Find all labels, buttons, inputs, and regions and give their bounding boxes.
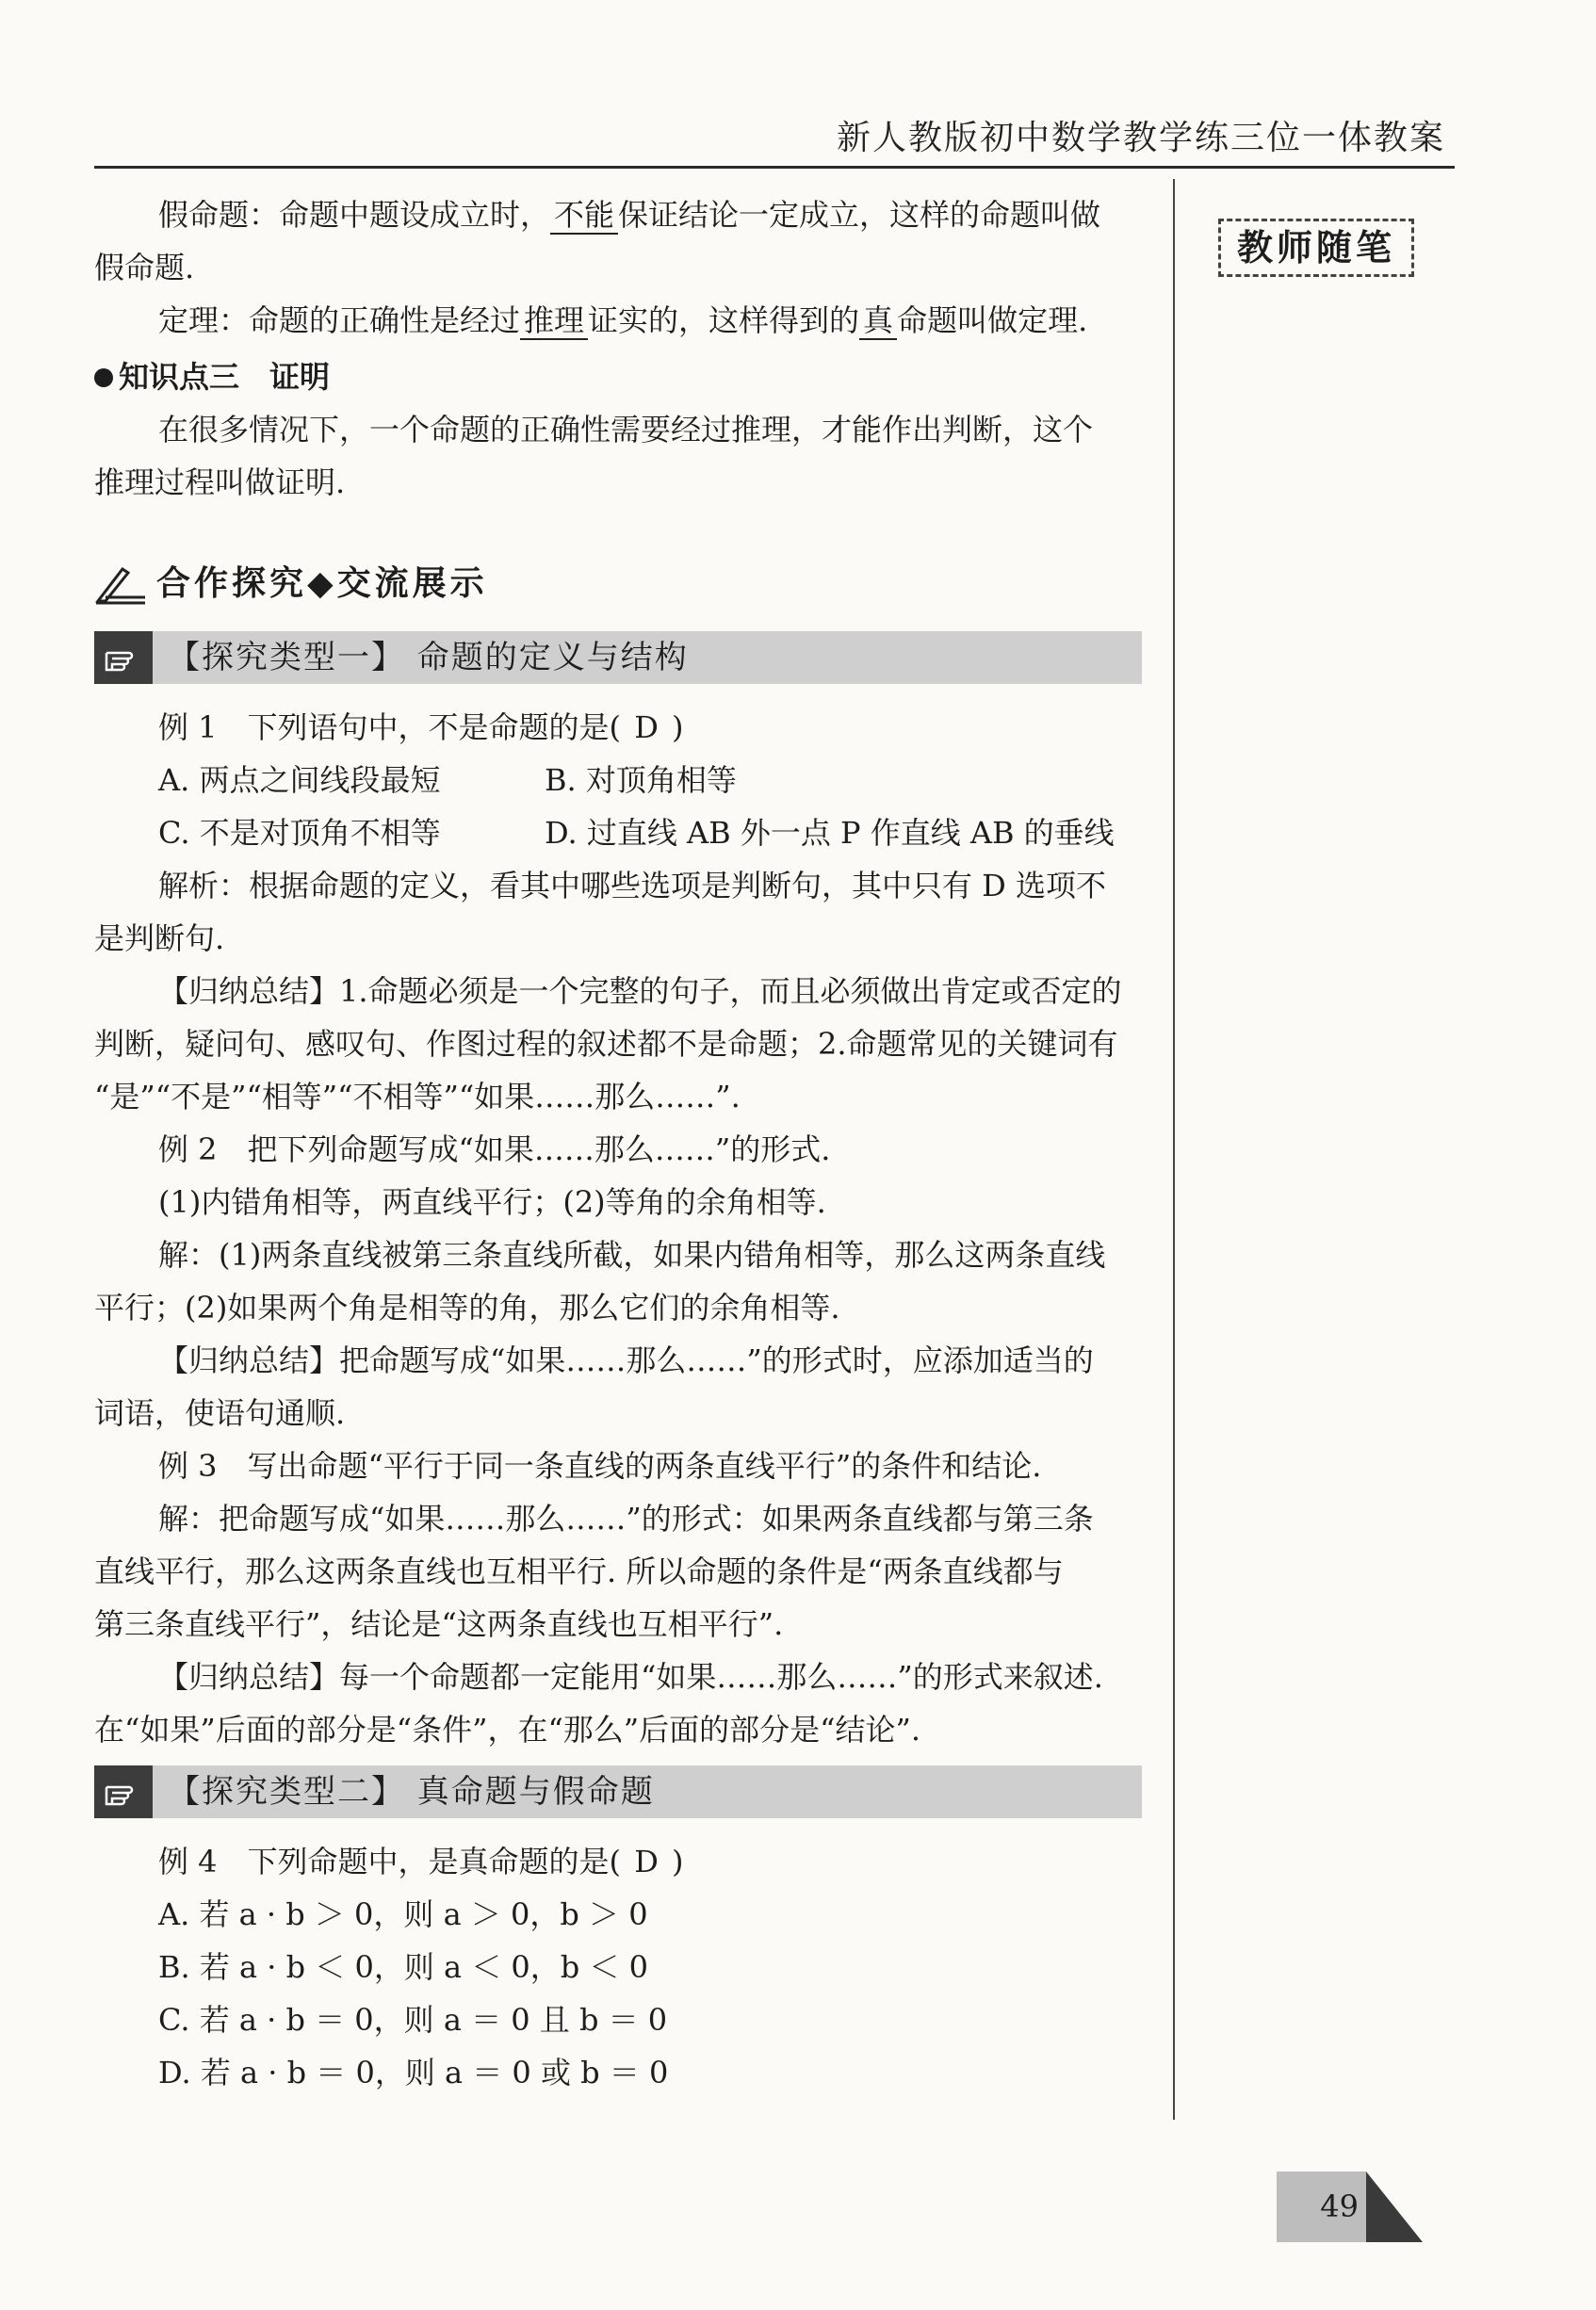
example-1-question <box>94 701 1149 754</box>
text: 定理：命题的正确性是经过 <box>158 302 521 338</box>
pointing-hand-icon <box>94 631 153 684</box>
example-3-question: 例 3 写出命题“平行于同一条直线的两条直线平行”的条件和结论. <box>158 1448 1042 1484</box>
option-a: A. 若 a · b ＞ 0，则 a ＞ 0，b ＞ 0 <box>158 1896 648 1932</box>
analysis: 是判断句. <box>94 920 225 956</box>
example-4-question <box>94 1835 1149 1888</box>
type-bar-two <box>94 1765 1142 1818</box>
summary: “是”“不是”“相等”“不相等”“如果……那么……”. <box>94 1079 741 1114</box>
main-content <box>94 188 1149 2099</box>
example-1-options <box>94 754 1149 859</box>
blank-answer: 不能 <box>550 197 618 235</box>
text: ) <box>672 1844 684 1879</box>
type-label: 【探究类型一】 命题的定义与结构 <box>168 639 689 676</box>
summary: 【归纳总结】把命题写成“如果……那么……”的形式时，应添加适当的 <box>158 1342 1094 1378</box>
example-2-items: (1)内错角相等，两直线平行；(2)等角的余角相等. <box>158 1184 826 1220</box>
option-a: A. 两点之间线段最短 <box>158 762 441 798</box>
type-label: 【探究类型二】 真命题与假命题 <box>168 1773 655 1811</box>
option-c: C. 若 a · b ＝ 0，则 a ＝ 0 且 b ＝ 0 <box>158 2002 668 2038</box>
example-2-question: 例 2 把下列命题写成“如果……那么……”的形式. <box>158 1131 831 1167</box>
text: 假命题：命题中题设成立时， <box>158 197 551 233</box>
solution: 解：(1)两条直线被第三条直线所截，如果内错角相等，那么这两条直线 <box>158 1237 1106 1273</box>
page-header-title: 新人教版初中数学教学练三位一体教案 <box>836 119 1445 157</box>
text: 保证结论一定成立，这样的命题叫做 <box>618 197 1101 233</box>
kp-text: 在很多情况下，一个命题的正确性需要经过推理，才能作出判断，这个 <box>158 412 1094 447</box>
text: 命题叫做定理. <box>897 302 1088 338</box>
option-b: B. 若 a · b ＜ 0，则 a ＜ 0，b ＜ 0 <box>158 1949 648 1985</box>
text: 证实的，这样得到的 <box>588 302 860 338</box>
text: 例 4 下列命题中，是真命题的是( <box>158 1844 622 1879</box>
theorem-def <box>94 294 1149 347</box>
blank-answer: 推理 <box>520 302 588 340</box>
header-rule <box>94 166 1455 169</box>
option-d: D. 过直线 AB 外一点 P 作直线 AB 的垂线 <box>545 815 1115 851</box>
bullet-icon <box>94 368 113 387</box>
teacher-notes-label: 教师随笔 <box>1218 219 1414 277</box>
false-proposition-def-cont: 假命题. <box>94 250 195 285</box>
heading-text: 知识点三 证明 <box>119 359 331 395</box>
knowledge-point-heading <box>94 350 1149 403</box>
summary: 判断，疑问句、感叹句、作图过程的叙述都不是命题；2.命题常见的关键词有 <box>94 1026 1118 1062</box>
pencil-icon <box>94 563 147 605</box>
kp-text: 推理过程叫做证明. <box>94 464 346 500</box>
solution: 解：把命题写成“如果……那么……”的形式：如果两条直线都与第三条 <box>158 1501 1094 1537</box>
option-c: C. 不是对顶角不相等 <box>158 815 441 851</box>
summary: 在“如果”后面的部分是“条件”，在“那么”后面的部分是“结论”. <box>94 1712 921 1748</box>
text: ) <box>672 709 684 745</box>
option-d: D. 若 a · b ＝ 0，则 a ＝ 0 或 b ＝ 0 <box>158 2055 669 2090</box>
summary: 【归纳总结】每一个命题都一定能用“如果……那么……”的形式来叙述. <box>158 1659 1103 1695</box>
type-bar-one <box>94 631 1142 684</box>
answer: D <box>634 709 659 745</box>
analysis: 解析：根据命题的定义，看其中哪些选项是判断句，其中只有 D 选项不 <box>158 868 1107 903</box>
text: 例 1 下列语句中，不是命题的是( <box>158 709 622 745</box>
blank-answer: 真 <box>859 302 897 340</box>
solution: 第三条直线平行”，结论是“这两条直线也互相平行”. <box>94 1606 784 1642</box>
solution: 直线平行，那么这两条直线也互相平行. 所以命题的条件是“两条直线都与 <box>94 1554 1064 1589</box>
summary: 词语，使语句通顺. <box>94 1395 346 1431</box>
page-number: 49 <box>1277 2172 1366 2242</box>
false-proposition-def <box>94 188 1149 241</box>
option-b: B. 对顶角相等 <box>545 762 737 798</box>
summary: 【归纳总结】1.命题必须是一个完整的句子，而且必须做出肯定或否定的 <box>158 973 1122 1009</box>
pointing-hand-icon <box>94 1765 153 1818</box>
answer: D <box>634 1844 659 1879</box>
column-divider <box>1173 179 1175 2120</box>
page-corner-triangle <box>1366 2172 1423 2242</box>
section-title <box>94 558 1149 610</box>
section-title-text: 合作探究◆交流展示 <box>156 564 488 603</box>
solution: 平行；(2)如果两个角是相等的角，那么它们的余角相等. <box>94 1290 840 1326</box>
